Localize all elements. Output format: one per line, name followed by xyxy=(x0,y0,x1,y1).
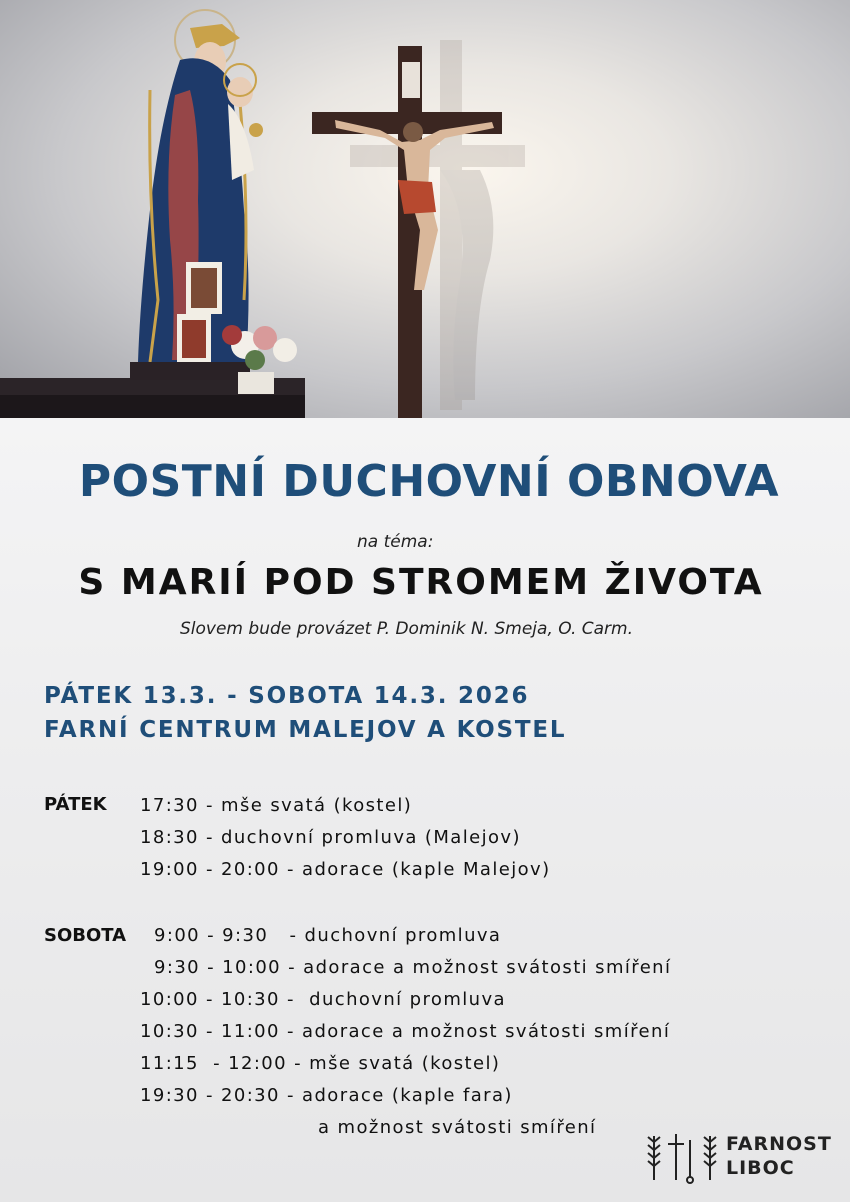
event-place: FARNÍ CENTRUM MALEJOV A KOSTEL xyxy=(44,717,567,743)
theme-subtitle: S MARIÍ POD STROMEM ŽIVOTA xyxy=(78,562,764,603)
cross-shadow xyxy=(350,40,525,410)
schedule-item: 9:00 - 9:30 - duchovní promluva xyxy=(154,925,502,946)
schedule-item: 11:15 - 12:00 - mše svatá (kostel) xyxy=(140,1053,501,1074)
church-photo-illustration xyxy=(0,0,850,418)
event-dates: PÁTEK 13.3. - SOBOTA 14.3. 2026 xyxy=(44,683,530,709)
logo-line2: LIBOC xyxy=(726,1157,795,1179)
schedule-item: 19:30 - 20:30 - adorace (kaple fara) xyxy=(140,1085,513,1106)
madonna-statue xyxy=(130,10,263,380)
schedule-item: 18:30 - duchovní promluva (Malejov) xyxy=(140,827,521,848)
schedule-item: 10:30 - 11:00 - adorace a možnost svátosti smíření xyxy=(140,1021,671,1042)
header-photo xyxy=(0,0,850,418)
saturday-label: SOBOTA xyxy=(44,925,127,946)
schedule-item: a možnost svátosti smíření xyxy=(318,1117,597,1138)
wheat-cross-icon xyxy=(642,1128,722,1184)
theme-label: na téma: xyxy=(357,532,434,552)
logo-line1: FARNOST xyxy=(726,1133,832,1155)
schedule-item: 10:00 - 10:30 - duchovní promluva xyxy=(140,989,506,1010)
parish-logo xyxy=(642,1128,832,1184)
schedule-item: 9:30 - 10:00 - adorace a možnost svátosti smíření xyxy=(154,957,672,978)
logo-text xyxy=(726,1132,832,1180)
guide-line: Slovem bude provázet P. Dominik N. Smeja, O. Carm. xyxy=(180,619,633,639)
schedule-item: 19:00 - 20:00 - adorace (kaple Malejov) xyxy=(140,859,551,880)
friday-label: PÁTEK xyxy=(44,794,107,815)
schedule-item: 17:30 - mše svatá (kostel) xyxy=(140,795,413,816)
page-title: POSTNÍ DUCHOVNÍ OBNOVA xyxy=(78,456,780,507)
